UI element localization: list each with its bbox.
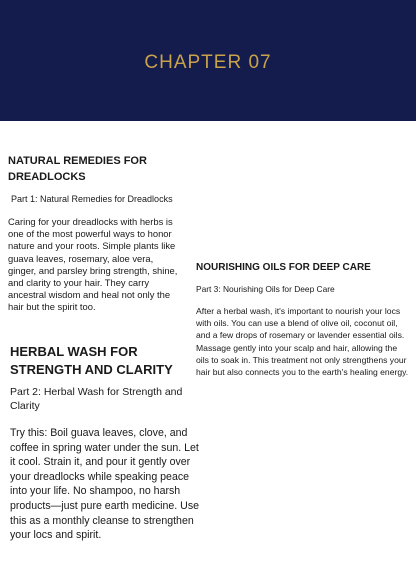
section2-heading: HERBAL WASH FOR STRENGTH AND CLARITY bbox=[10, 344, 173, 377]
section1-heading: NATURAL REMEDIES FOR DREADLOCKS bbox=[8, 155, 147, 183]
section2-body: Try this: Boil guava leaves, clove, and coffee in spring water under the sun. Let it cool. Strain it, and pour it gently over your dreadlocks while speaking peace into your life. No shampoo, no harsh products—just pure earth medicine. Use this as a monthly cleanse to strengthen your locs and spirit. bbox=[10, 427, 200, 542]
section1-subheading: Part 1: Natural Remedies for Dreadlocks bbox=[11, 194, 173, 204]
section2-subheading: Part 2: Herbal Wash for Strength and Clarity bbox=[10, 386, 183, 412]
chapter-title: CHAPTER 07 bbox=[144, 52, 272, 73]
section3-heading: NOURISHING OILS FOR DEEP CARE bbox=[196, 262, 371, 273]
section3-body: After a herbal wash, it's important to nourish your locs with oils. You can use a blend of olive oil, coconut oil, and a few drops of rosemary or lavender essential oils. Massage gently into your scalp and hair, allowing the oils to soak in. This treatment not only strengthens your hair but also connects you to the earth's healing energy. bbox=[196, 306, 409, 378]
section1-body: Caring for your dreadlocks with herbs is one of the most powerful ways to honor nature and your roots. Simple plants like guava leaves, rosemary, aloe vera, ginger, and parsley bring strength, shine, and clarity to your hair. They carry ancestral wisdom and heal not only the hair but the spirit too. bbox=[8, 216, 178, 313]
section3-subheading: Part 3: Nourishing Oils for Deep Care bbox=[196, 284, 335, 294]
